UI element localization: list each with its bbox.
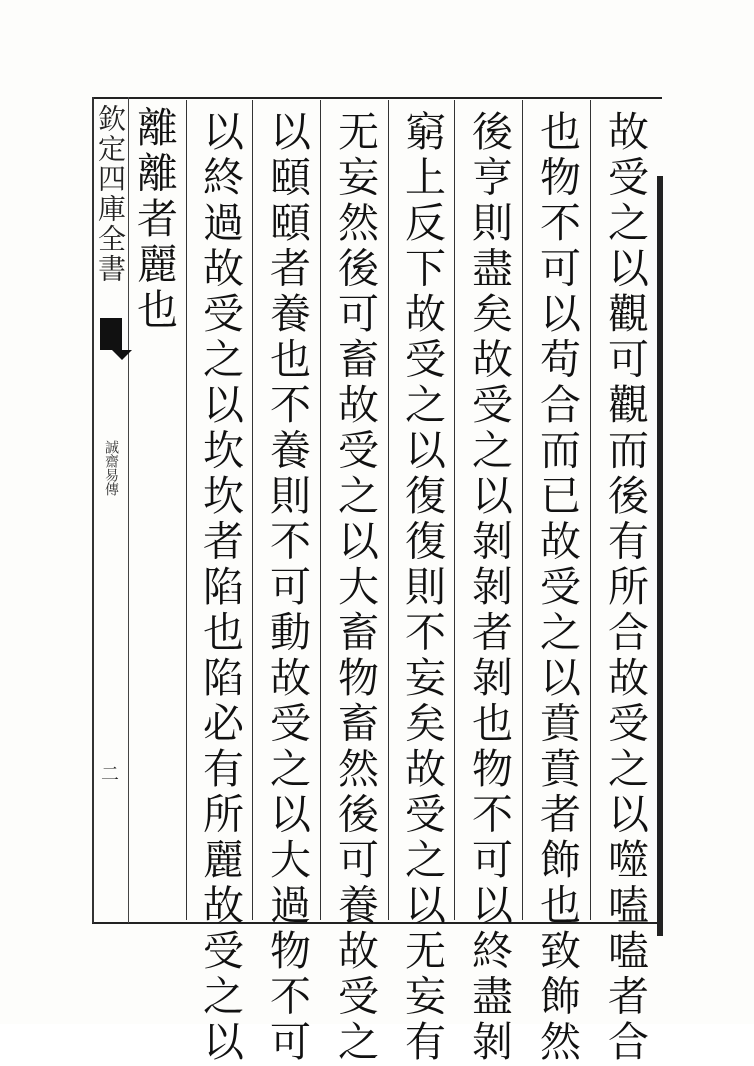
- gutter-book-name: 誠齋易傳: [103, 440, 119, 496]
- column-rule: [522, 100, 523, 920]
- frame-top-border: [92, 97, 662, 99]
- column-rule: [388, 100, 389, 920]
- text-column-3: 後亨則盡矣故受之以剝剝者剝也物不可以終盡剝: [465, 110, 513, 1066]
- text-column-1: 故受之以觀可觀而後有所合故受之以噬嗑嗑者合: [601, 110, 649, 1066]
- frame-right-border: [657, 176, 663, 936]
- column-rule: [590, 100, 591, 920]
- column-rule: [186, 100, 187, 920]
- gutter-title: 欽定四庫全書: [94, 104, 127, 284]
- text-column-2: 也物不可以苟合而已故受之以賁賁者飾也致飾然: [533, 110, 581, 1066]
- column-rule: [252, 100, 253, 920]
- text-column-8: 離離者麗也: [130, 106, 178, 334]
- text-column-5: 无妄然後可畜故受之以大畜物畜然後可養故受之: [331, 110, 379, 1066]
- column-rule: [454, 100, 455, 920]
- column-rule: [320, 100, 321, 920]
- gutter-page-number: 二: [101, 764, 119, 785]
- text-column-7: 以終過故受之以坎坎者陷也陷必有所麗故受之以: [196, 110, 244, 1066]
- text-column-4: 窮上反下故受之以復復則不妄矣故受之以无妄有: [398, 110, 446, 1066]
- text-column-6: 以頤頤者養也不養則不可動故受之以大過物不可: [263, 110, 311, 1066]
- fish-tail-mark-icon: [100, 318, 122, 350]
